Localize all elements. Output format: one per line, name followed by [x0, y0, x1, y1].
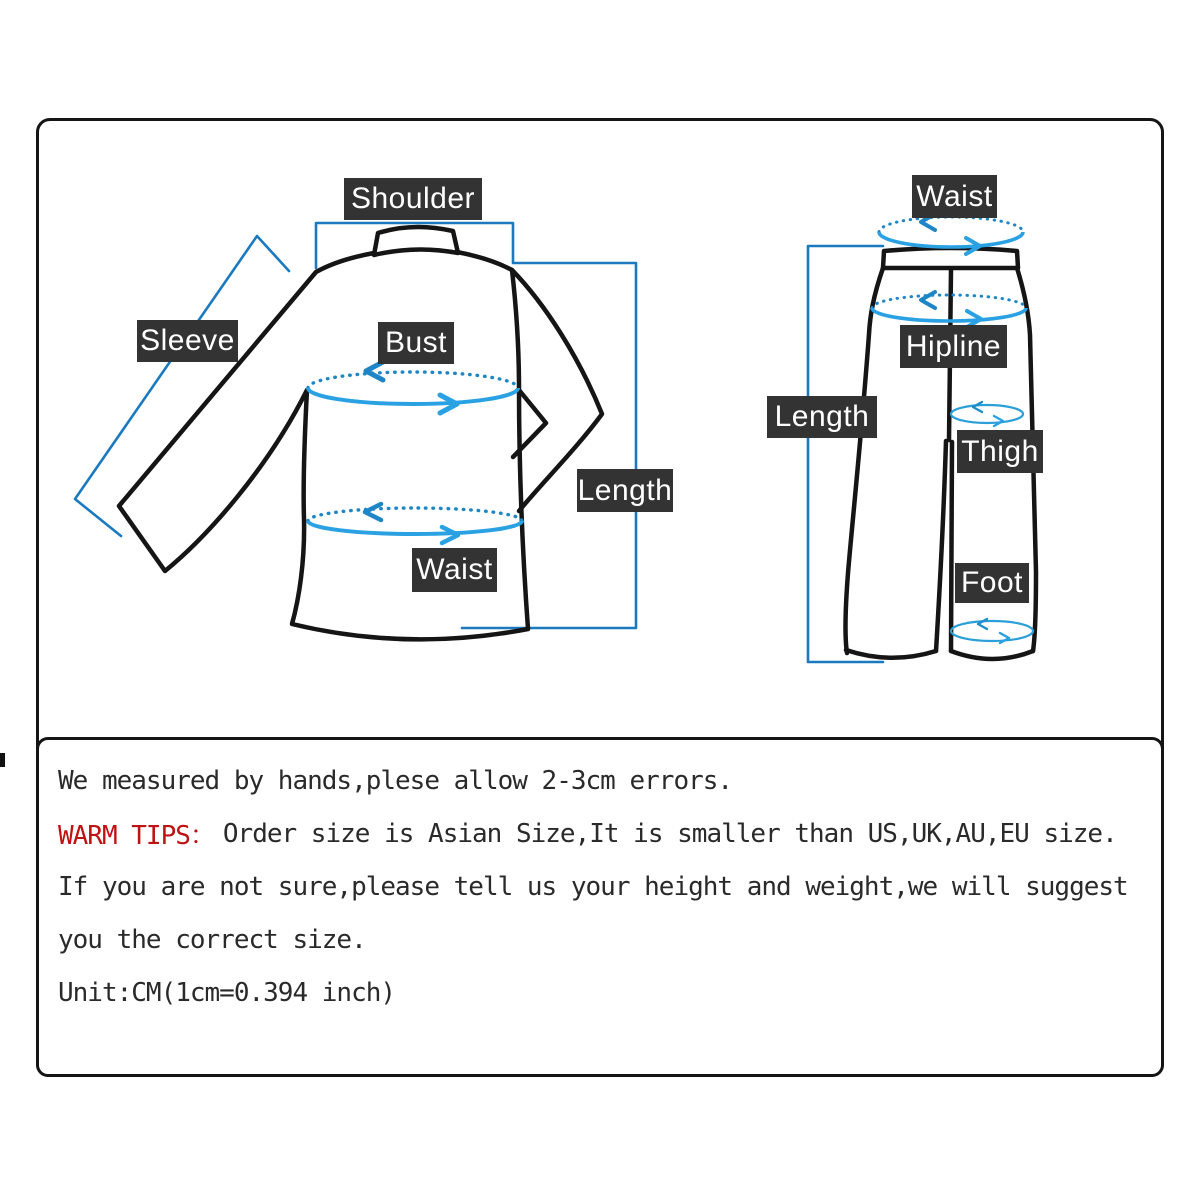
foot-arrow-right-icon [1000, 633, 1009, 643]
notes-text [58, 754, 1128, 1019]
label-pants-hipline: Hipline [900, 325, 1007, 368]
thigh-ellipse [951, 405, 1023, 423]
note-unit-text: Unit:CM(1cm=0.394 inch) [58, 977, 396, 1008]
label-shirt-waist: Waist [412, 548, 497, 592]
note-line-warm-tips [58, 807, 1128, 860]
warm-tips-text: Order size is Asian Size,It is smaller than US,UK,AU,EU size. [222, 818, 1117, 849]
pants-waistband [883, 248, 1018, 268]
note-line-suggest-1 [58, 860, 1128, 913]
pants-left-hem [846, 650, 936, 658]
shirt-sleeve-bracket [75, 236, 289, 536]
note-measure-error-text: We measured by hands,plese allow 2-3cm errors. [58, 765, 733, 796]
thigh-arrow-right-icon [994, 416, 1003, 426]
note-suggest-text-1: If you are not sure,please tell us your height and weight,we will suggest [58, 871, 1128, 902]
pants-waist-ellipse-dashed [879, 217, 1023, 232]
shirt-waist-arrow-left-icon [365, 504, 381, 520]
bust-arrow-left-icon [366, 362, 383, 380]
shirt-waist-ellipse-dashed [308, 508, 522, 521]
note-line-unit [58, 966, 1128, 1019]
pants-right-leg-inner [951, 442, 952, 651]
pants-left-leg-outer [846, 268, 883, 653]
foot-ellipse [951, 621, 1033, 641]
label-shirt-sleeve: Sleeve [137, 320, 238, 362]
bust-ellipse-dashed [308, 372, 518, 388]
label-pants-waist: Waist [912, 175, 997, 218]
shirt-waist-ellipse-solid [308, 521, 522, 534]
warm-tips-label: WARM TIPS： [58, 821, 215, 851]
label-pants-foot: Foot [955, 563, 1029, 603]
pants-left-leg-inner [936, 441, 946, 651]
label-pants-length: Length [767, 396, 877, 438]
label-pants-thigh: Thigh [957, 430, 1043, 473]
pants-waist-ellipse-solid [879, 232, 1023, 247]
shirt-collar [374, 227, 458, 255]
left-edge-artifact [0, 753, 5, 767]
bust-ellipse-solid [308, 388, 518, 404]
note-line-suggest-2 [58, 913, 1128, 966]
note-suggest-text-2: you the correct size. [58, 924, 366, 955]
label-shirt-bust: Bust [378, 322, 454, 364]
hipline-arrow-left-icon [921, 292, 935, 308]
note-line-measure-error [58, 754, 1128, 807]
label-shirt-length: Length [577, 469, 673, 512]
pants-right-hem [951, 651, 1033, 659]
thigh-arrow-left-icon [973, 402, 982, 412]
label-shirt-shoulder: Shoulder [344, 178, 482, 220]
